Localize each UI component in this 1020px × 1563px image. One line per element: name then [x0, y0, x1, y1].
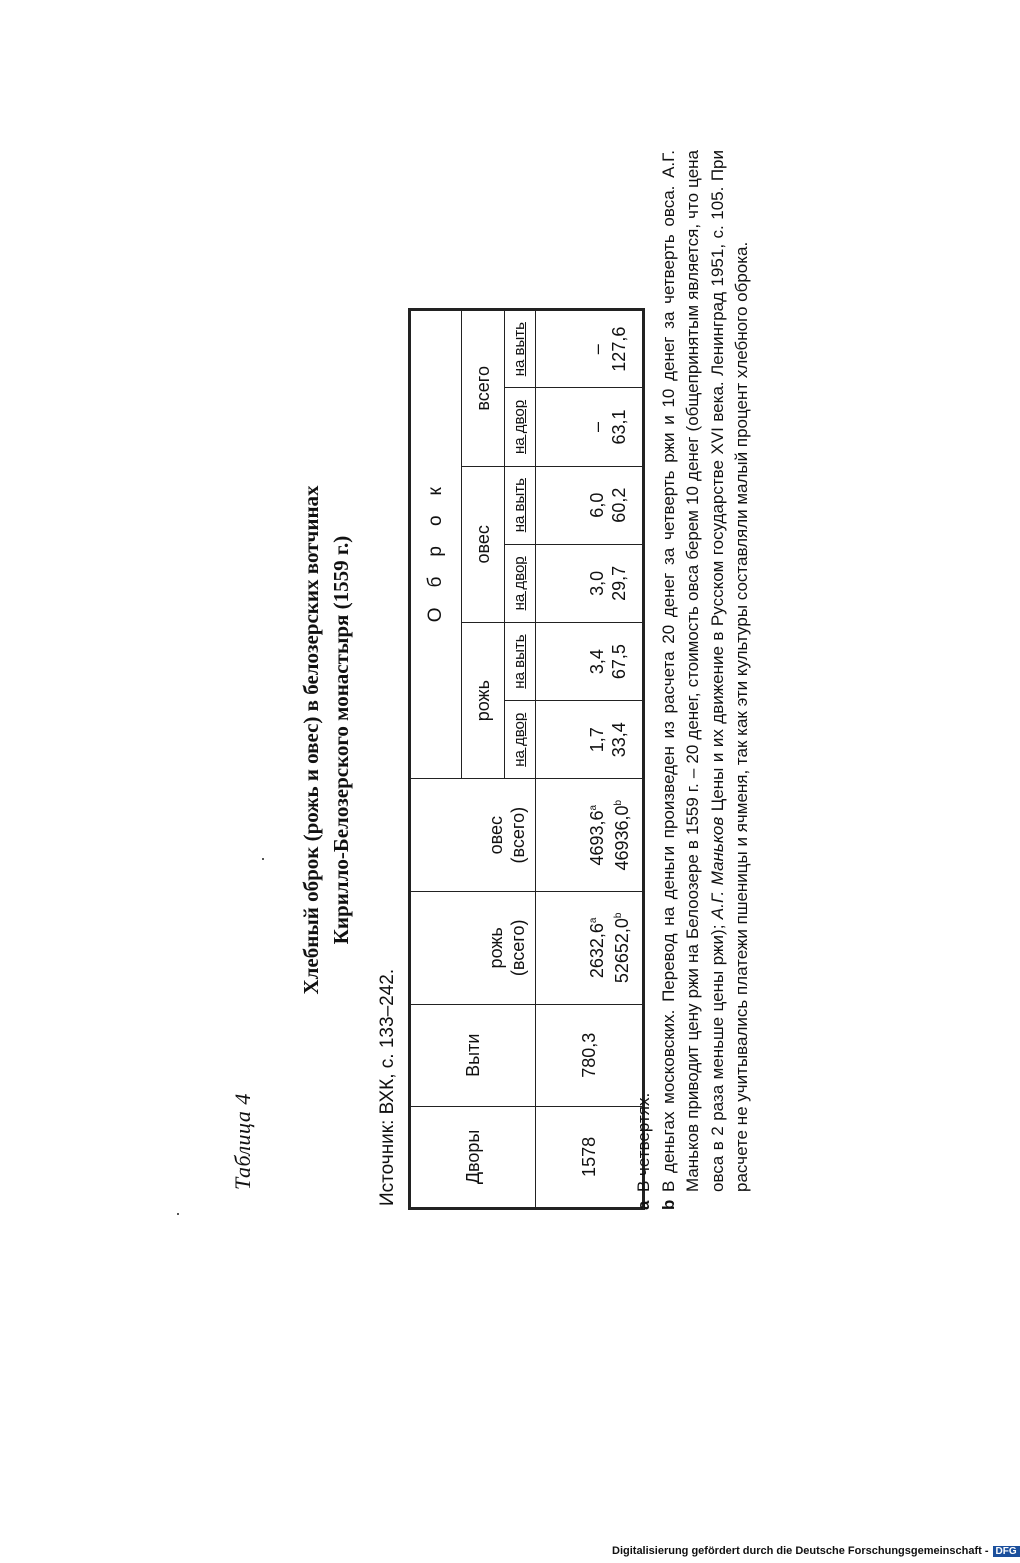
- cell-rozh-na-vyt: 67,5: [608, 622, 644, 700]
- obrok-table: [408, 308, 645, 1210]
- digitization-footer: [612, 1545, 1020, 1557]
- footnote: [632, 150, 657, 1210]
- cell-vsego-na-vyt: –: [536, 310, 609, 388]
- note-mark: b: [613, 799, 624, 806]
- rotated-page: [225, 140, 785, 1540]
- cell-rozh-total: 52652,0$^b$: [608, 892, 644, 1005]
- cell-oves-total: 4693,6$^a$: [536, 779, 609, 892]
- note-mark: a: [588, 804, 599, 811]
- footnote-mark: b: [658, 1199, 678, 1210]
- cell-rozh-na-dvor: 33,4: [608, 701, 644, 779]
- dfg-logo: DFG: [993, 1546, 1020, 1557]
- cell-oves-na-vyt: 60,2: [608, 466, 644, 544]
- header-group-oves: овес: [462, 466, 505, 622]
- title-line-1: Хлебный оброк (рожь и овес) в белозерских вотчинах: [299, 485, 323, 995]
- header-na-vyt: на выть: [505, 466, 536, 544]
- cell-oves-na-vyt: 6,0: [536, 466, 609, 544]
- header-dvory: Дворы: [410, 1106, 536, 1208]
- header-rozh-total: [410, 892, 536, 1005]
- cell-rozh-total: 2632,6$^a$: [536, 892, 609, 1005]
- cell-vsego-na-dvor: 63,1: [608, 388, 644, 466]
- header-vyti: Выти: [410, 1004, 536, 1106]
- header-obrok: Оброк: [410, 310, 462, 779]
- source-line: Источник: ВХК, с. 133–242.: [377, 968, 398, 1206]
- header-oves-label: овес: [486, 816, 506, 855]
- header-na-vyt: на выть: [505, 310, 536, 388]
- header-group-vsego: всего: [462, 310, 505, 467]
- table-row: [536, 310, 609, 1209]
- header-rozh-label: рожь: [486, 927, 506, 969]
- note-mark: b: [613, 912, 624, 919]
- cell-vsego-na-dvor: –: [536, 388, 609, 466]
- header-rozh-sub: (всего): [508, 919, 528, 977]
- footnote-author: А.Г. Маньков: [707, 816, 727, 920]
- scan-speck: [177, 1213, 179, 1215]
- cell-rozh-na-dvor: 1,7: [536, 701, 609, 779]
- footnote-text: В деньгах московских. Перевод на деньги произведен из расчета 20 денег за четверть ржи и 10 денег за четверть овса. А.Г. Маньков приводит цену ржи на Белоозере в 1559 г. – 20 денег, стоимость овса берем 10 денег (общепринятым является, что цена овса в 2 раза меньше цены ржи); А.Г. Маньков Цены и их движение в Русском государстве XVI века. Ленинград 1951, с. 105. При расчете не учитывались платежи пшеницы и ячменя, так как эти культуры составляли малый процент хлебного оброка.: [658, 149, 751, 1192]
- footnote: [657, 150, 755, 1210]
- table-label: Таблица 4: [230, 1093, 255, 1190]
- cell-oves-na-dvor: 29,7: [608, 544, 644, 622]
- cell-vyti: 780,3: [536, 1004, 644, 1106]
- header-na-vyt: на выть: [505, 622, 536, 700]
- footnote-text: В четвертях.: [634, 1092, 653, 1192]
- note-mark: a: [588, 917, 599, 924]
- footnote-mark: a: [634, 1200, 653, 1210]
- cell-oves-na-dvor: 3,0: [536, 544, 609, 622]
- cell-vsego-na-vyt: 127,6: [608, 310, 644, 388]
- header-na-dvor: на двор: [505, 701, 536, 779]
- header-oves-total: [410, 779, 536, 892]
- header-group-rozh: рожь: [462, 622, 505, 778]
- header-na-dvor: на двор: [505, 544, 536, 622]
- scan-speck: [262, 858, 264, 860]
- header-na-dvor: на двор: [505, 388, 536, 466]
- cell-dvory: 1578: [536, 1106, 644, 1208]
- footer-text: Digitalisierung gefördert durch die Deutsche Forschungsgemeinschaft -: [612, 1545, 989, 1557]
- footnotes: [632, 150, 755, 1210]
- header-oves-sub: (всего): [508, 806, 528, 864]
- cell-rozh-na-vyt: 3,4: [536, 622, 609, 700]
- title-line-2: Кирилло-Белозерского монастыря (1559 г.): [329, 535, 353, 945]
- cell-oves-total: 46936,0$^b$: [608, 779, 644, 892]
